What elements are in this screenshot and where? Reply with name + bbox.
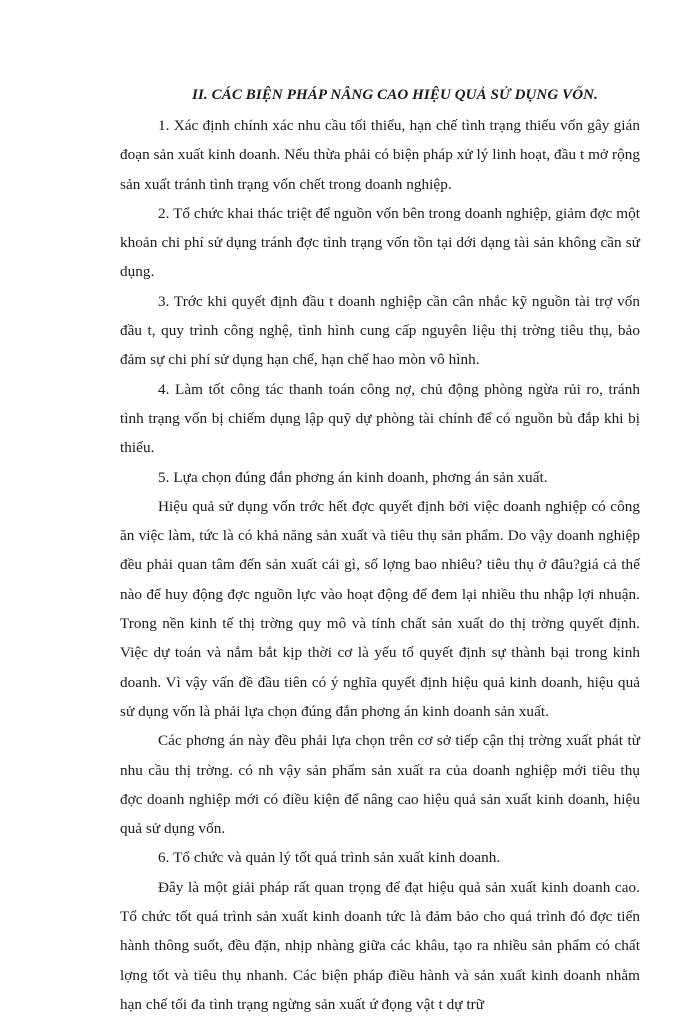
paragraph-2: 2. Tổ chức khai thác triệt để nguồn vốn bên trong doanh nghiệp, giảm đợc một khoản chi phí sử dụng tránh đợc tình trạng vốn tồn tại dới dạng tài sản không cần sử dụng. <box>120 204 640 281</box>
paragraph-9: Đây là một giải pháp rất quan trọng để đạt hiệu quả sản xuất kinh doanh cao. Tổ chức tốt quá trình sản xuất kinh doanh tức là đảm bảo cho quá trình đó đợc tiến hành thông suốt, đều đặn, nhịp nhàng giữa các khâu, tạo ra nhiều sản phẩm có chất lợng tốt và tiêu thụ nhanh. Các biện pháp điều hành và sản xuất kinh doanh nhằm hạn chế tối đa tình trạng ngừng sản xuất ứ đọng vật t dự trữ <box>120 878 640 1013</box>
paragraph-8: 6. Tổ chức và quản lý tốt quá trình sản xuất kinh doanh. <box>158 849 501 867</box>
paragraph-7: Các phơng án này đều phải lựa chọn trên cơ sở tiếp cận thị trờng xuất phát từ nhu cầu thị trờng. có nh vậy sản phẩm sản xuất ra của doanh nghiệp mới tiêu thụ đợc doanh nghiệp mới có điều kiện để nâng cao hiệu quả sản xuất kinh doanh, hiệu quả sử dụng vốn. <box>120 732 640 838</box>
paragraph-1: 1. Xác định chính xác nhu cầu tối thiểu, hạn chế tình trạng thiếu vốn gây gián đoạn sản xuất kinh doanh. Nếu thừa phải có biện pháp xử lý linh hoạt, đầu t mở rộng sản xuất tránh tình trạng vốn chết trong doanh nghiệp. <box>120 117 640 193</box>
section-heading: II. CÁC BIỆN PHÁP NÂNG CAO HIỆU QUẢ SỬ DỤNG VỐN. <box>192 87 598 103</box>
paragraph-6: Hiệu quả sử dụng vốn trớc hết đợc quyết định bởi việc doanh nghiệp có công ăn việc làm, tức là có khả năng sản xuất và tiêu thụ sản phẩm. Do vậy doanh nghiệp đều phải quan tâm đến sản xuất cái gì, số lợng bao nhiêu? tiêu thụ ở đâu?giá cả thế nào để huy động đợc nguồn lực vào hoạt động để đem lại nhiều thu nhập lợi nhuận. Trong nền kinh tế thị trờng quy mô và tính chất sản xuất do thị trờng quyết định. Việc dự toán và nắm bắt kịp thời cơ là yếu tố quyết định sự thành bại trong kinh doanh. Vì vậy vấn đề đầu tiên có ý nghĩa quyết định hiệu quả kinh doanh, hiệu quả sử dụng vốn là phải lựa chọn đúng đắn phơng án kinh doanh sản xuất. <box>120 497 640 720</box>
paragraph-5: 5. Lựa chọn đúng đắn phơng án kinh doanh, phơng án sản xuất. <box>158 468 548 486</box>
paragraph-4: 4. Làm tốt công tác thanh toán công nợ, chủ động phòng ngừa rủi ro, tránh tình trạng vốn bị chiếm dụng lập quỹ dự phòng tài chính để có nguồn bù đắp khi bị thiếu. <box>120 380 640 457</box>
paragraph-3: 3. Trớc khi quyết định đầu t doanh nghiệp cần cân nhắc kỹ nguồn tài trợ vốn đầu t, quy trình công nghệ, tình hình cung cấp nguyên liệu thị trờng tiêu thụ, bảo đảm sự chi phí sử dụng hạn chế, hạn chế hao mòn vô hình. <box>120 292 640 369</box>
